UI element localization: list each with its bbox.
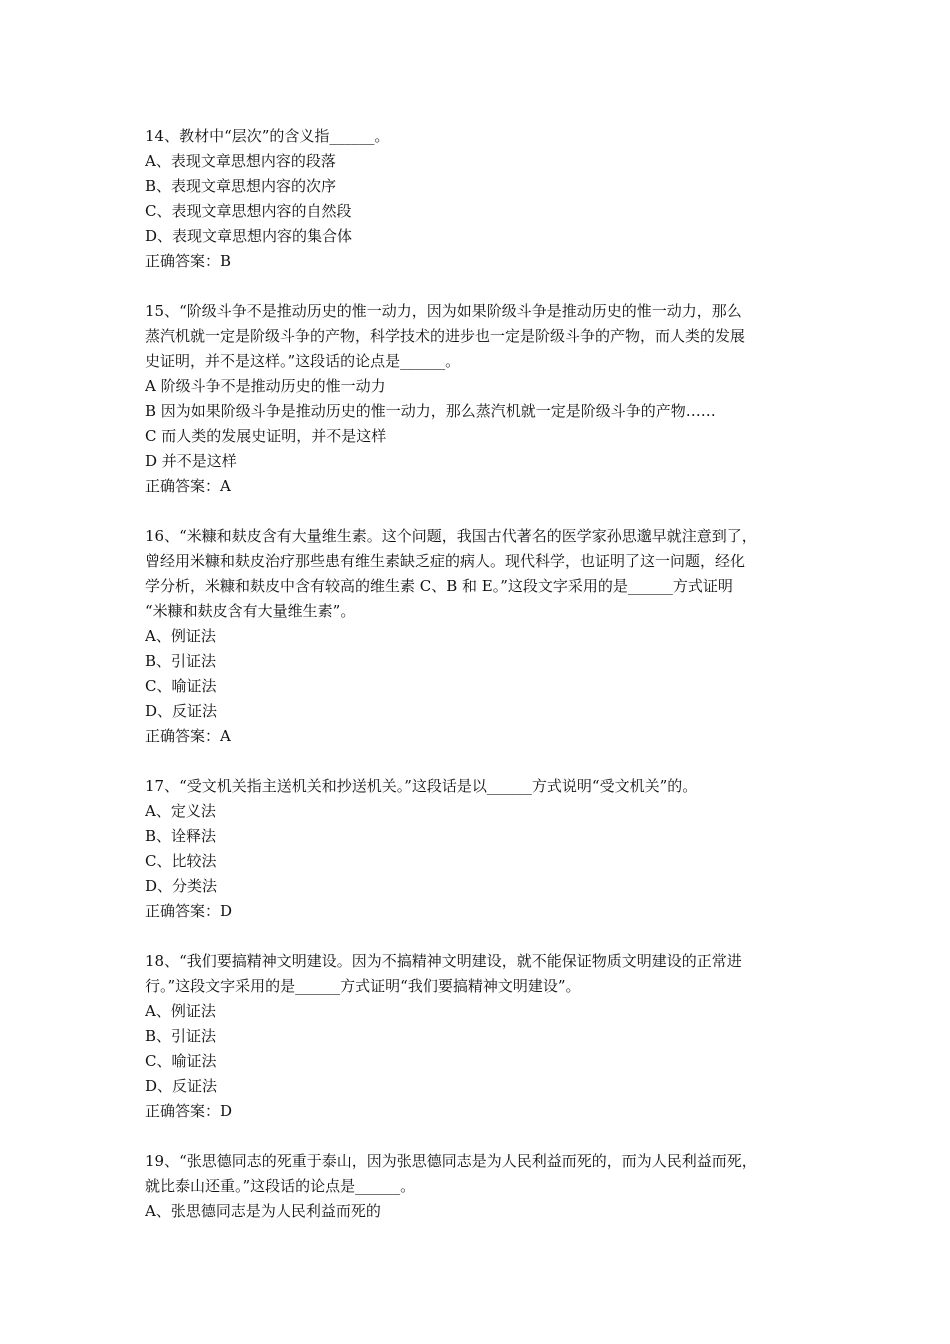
stem-line: 学分析，米糠和麸皮中含有较高的维生素 C、B 和 E。”这段文字采用的是______方式证明 [145,577,733,595]
option-d: D、反证法 [145,1077,218,1095]
question-15 [145,299,825,499]
option-b: B、引证法 [145,1027,217,1045]
option-b: B、诠释法 [145,827,217,845]
option-a: A、张思德同志是为人民利益而死的 [145,1202,381,1220]
option-b: B、引证法 [145,652,217,670]
option-a: A、表现文章思想内容的段落 [145,152,336,170]
option-c: C、表现文章思想内容的自然段 [145,202,352,220]
question-16 [145,524,825,749]
question-stem [145,1149,825,1199]
stem-line: 曾经用米糠和麸皮治疗那些患有维生素缺乏症的病人。现代科学，也证明了这一问题，经化 [145,552,746,570]
stem-line: 19、“张思德同志的死重于泰山，因为张思德同志是为人民利益而死的，而为人民利益而死， [145,1152,757,1170]
option-a: A、定义法 [145,802,216,820]
option-a: A、例证法 [145,627,216,645]
correct-answer: 正确答案：B [145,252,232,270]
document-page [145,124,825,1249]
option-a: A、例证法 [145,1002,216,1020]
option-c: C、喻证法 [145,1052,217,1070]
question-19 [145,1149,825,1224]
option-d: D、表现文章思想内容的集合体 [145,227,353,245]
correct-answer: 正确答案：D [145,902,233,920]
option-b: B 因为如果阶级斗争是推动历史的惟一动力，那么蒸汽机就一定是阶级斗争的产物…… [145,402,716,420]
option-c: C 而人类的发展史证明，并不是这样 [145,427,387,445]
question-stem [145,124,825,149]
option-b: B、表现文章思想内容的次序 [145,177,337,195]
question-stem [145,949,825,999]
correct-answer: 正确答案：A [145,727,231,745]
question-stem [145,524,825,624]
stem-line: 15、“阶级斗争不是推动历史的惟一动力，因为如果阶级斗争是推动历史的惟一动力，那么 [145,302,742,320]
stem-line: 18、“我们要搞精神文明建设。因为不搞精神文明建设，就不能保证物质文明建设的正常进 [145,952,742,970]
question-14 [145,124,825,274]
stem-line: “米糠和麸皮含有大量维生素”。 [145,602,356,620]
option-d: D、分类法 [145,877,218,895]
option-c: C、喻证法 [145,677,217,695]
option-d: D、反证法 [145,702,218,720]
option-d: D 并不是这样 [145,452,237,470]
stem-line: 行。”这段文字采用的是______方式证明“我们要搞精神文明建设”。 [145,977,581,995]
stem-line: 史证明，并不是这样。”这段话的论点是______。 [145,352,461,370]
question-18 [145,949,825,1124]
stem-line: 蒸汽机就一定是阶级斗争的产物，科学技术的进步也一定是阶级斗争的产物，而人类的发展 [145,327,746,345]
option-a: A 阶级斗争不是推动历史的惟一动力 [145,377,386,395]
correct-answer: 正确答案：A [145,477,231,495]
question-stem [145,774,825,799]
question-17 [145,774,825,924]
stem-line: 14、教材中“层次”的含义指______。 [145,127,390,145]
stem-line: 16、“米糠和麸皮含有大量维生素。这个问题，我国古代著名的医学家孙思邈早就注意到了， [145,527,757,545]
option-c: C、比较法 [145,852,217,870]
correct-answer: 正确答案：D [145,1102,233,1120]
stem-line: 就比泰山还重。”这段话的论点是______。 [145,1177,416,1195]
stem-line: 17、“受文机关指主送机关和抄送机关。”这段话是以______方式说明“受文机关”的。 [145,777,698,795]
question-stem [145,299,825,374]
